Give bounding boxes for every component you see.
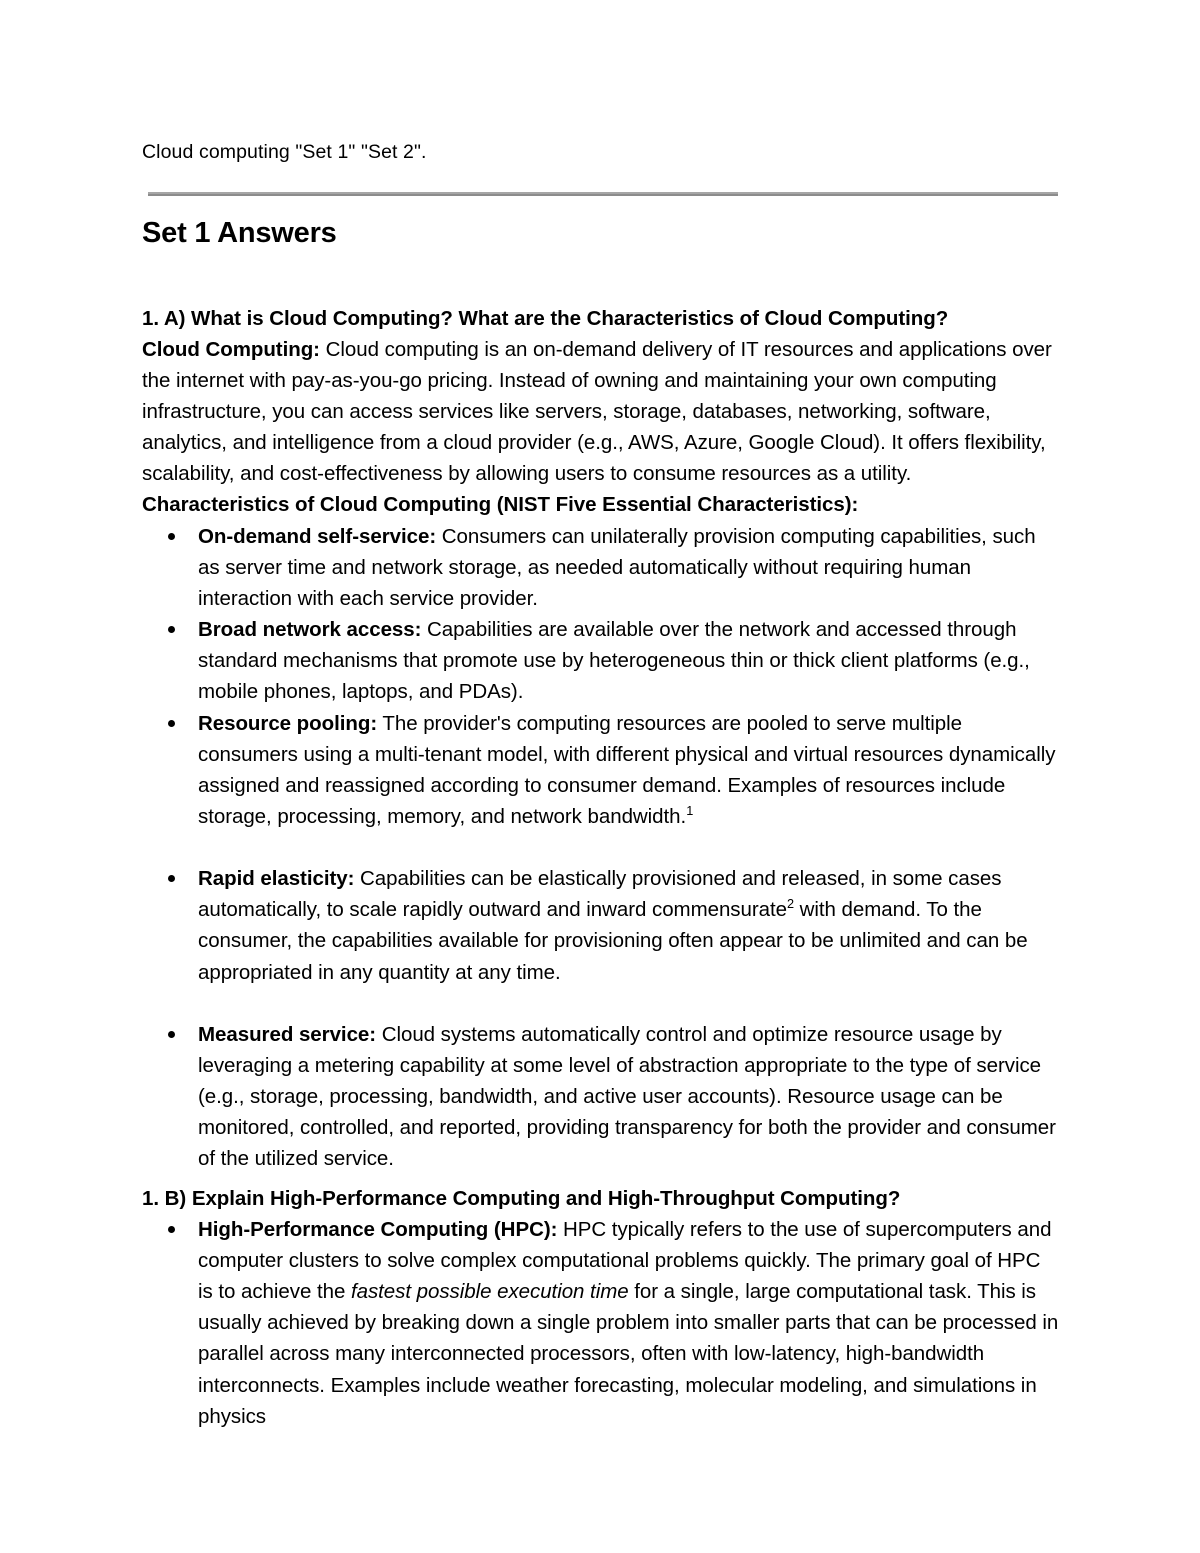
bullet-text: Capabilities are available over the network and accessed through standard mechanisms that promote use by heterogeneous thin or thick client platforms (e.g., mobile phones, laptops, and PDAs). xyxy=(198,618,1030,704)
characteristics-list xyxy=(142,521,1060,1175)
characteristics-heading: Characteristics of Cloud Computing (NIST Five Essential Characteristics): xyxy=(142,493,859,517)
list-item xyxy=(142,708,1060,833)
bullet-icon xyxy=(168,1031,175,1038)
cloud-computing-definition xyxy=(142,334,1060,490)
bullet-text: Consumers can unilaterally provision computing capabilities, such as server time and network storage, as needed automatically without requiring human interaction with each service provider. xyxy=(198,524,1036,610)
bullet-icon xyxy=(168,533,175,540)
hpc-list xyxy=(142,1214,1060,1432)
document-content xyxy=(142,138,1060,1432)
bullet-text: The provider's computing resources are pooled to serve multiple consumers using a multi-tenant model, with different physical and virtual resources dynamically assigned and reassigned according to consumer demand. Examples of resources include storage, processing, memory, and network bandwidth. xyxy=(198,711,1056,829)
bullet-label: High-Performance Computing (HPC): xyxy=(198,1217,558,1241)
list-item xyxy=(142,1019,1060,1175)
bullet-icon xyxy=(168,875,175,882)
bullet-label: On-demand self-service: xyxy=(198,524,437,548)
definition-label: Cloud Computing: xyxy=(142,337,320,361)
bullet-text: Capabilities can be elastically provisioned and released, in some cases automatically, to scale rapidly outward and inward commensurate xyxy=(198,867,1002,922)
horizontal-rule xyxy=(148,192,1058,196)
bullet-label: Rapid elasticity: xyxy=(198,867,355,891)
bullet-label: Resource pooling: xyxy=(198,711,378,735)
list-item xyxy=(142,863,1060,988)
bullet-text: Cloud systems automatically control and optimize resource usage by leveraging a metering capability at some level of abstraction appropriate to the type of service (e.g., storage, processing, bandwidth, and active user accounts). Resource usage can be monitored, controlled, and reported, providing transparency for both the provider and consumer of the utilized service. xyxy=(198,1022,1056,1171)
footnote-marker: 2 xyxy=(786,896,794,912)
bullet-icon xyxy=(168,720,175,727)
list-item xyxy=(142,1214,1060,1432)
bullet-text: HPC typically refers to the use of supercomputers and computer clusters to solve complex computational problems quickly. The primary goal of HPC is to achieve the xyxy=(198,1217,1052,1304)
bullet-label: Measured service: xyxy=(198,1022,377,1046)
list-item xyxy=(142,614,1060,707)
question-1a-heading: 1. A) What is Cloud Computing? What are the Characteristics of Cloud Computing? xyxy=(142,306,949,330)
question-1b-heading: 1. B) Explain High-Performance Computing and High-Throughput Computing? xyxy=(142,1186,901,1210)
section-heading: Set 1 Answers xyxy=(142,217,337,250)
bullet-icon xyxy=(168,1226,175,1233)
bullet-text-continued: for a single, large computational task. This is usually achieved by breaking down a single problem into smaller parts that can be processed in parallel across many interconnected processors, often with low-latency, high-bandwidth interconnects. Examples include weather forecasting, molecular modeling, and simulations in physics xyxy=(198,1280,1059,1428)
definition-body: Cloud computing is an on-demand delivery of IT resources and applications over the internet with pay-as-you-go pricing. Instead of owning and maintaining your own computing infrastructure, you can access services like servers, storage, databases, networking, software, analytics, and intelligence from a cloud provider (e.g., AWS, Azure, Google Cloud). It offers flexibility, scalability, and cost-effectiveness by allowing users to consume resources as a utility. xyxy=(142,337,1052,486)
emphasized-phrase: fastest possible execution time xyxy=(350,1280,629,1304)
bullet-icon xyxy=(168,626,175,633)
list-item xyxy=(142,521,1060,614)
footnote-marker: 1 xyxy=(686,803,694,819)
document-title-line: Cloud computing "Set 1" "Set 2". xyxy=(142,141,427,163)
bullet-label: Broad network access: xyxy=(198,618,422,642)
bullet-text-continued: with demand. To the consumer, the capabilities available for provisioning often appear to be unlimited and can be appropriated in any quantity at any time. xyxy=(198,898,1028,984)
